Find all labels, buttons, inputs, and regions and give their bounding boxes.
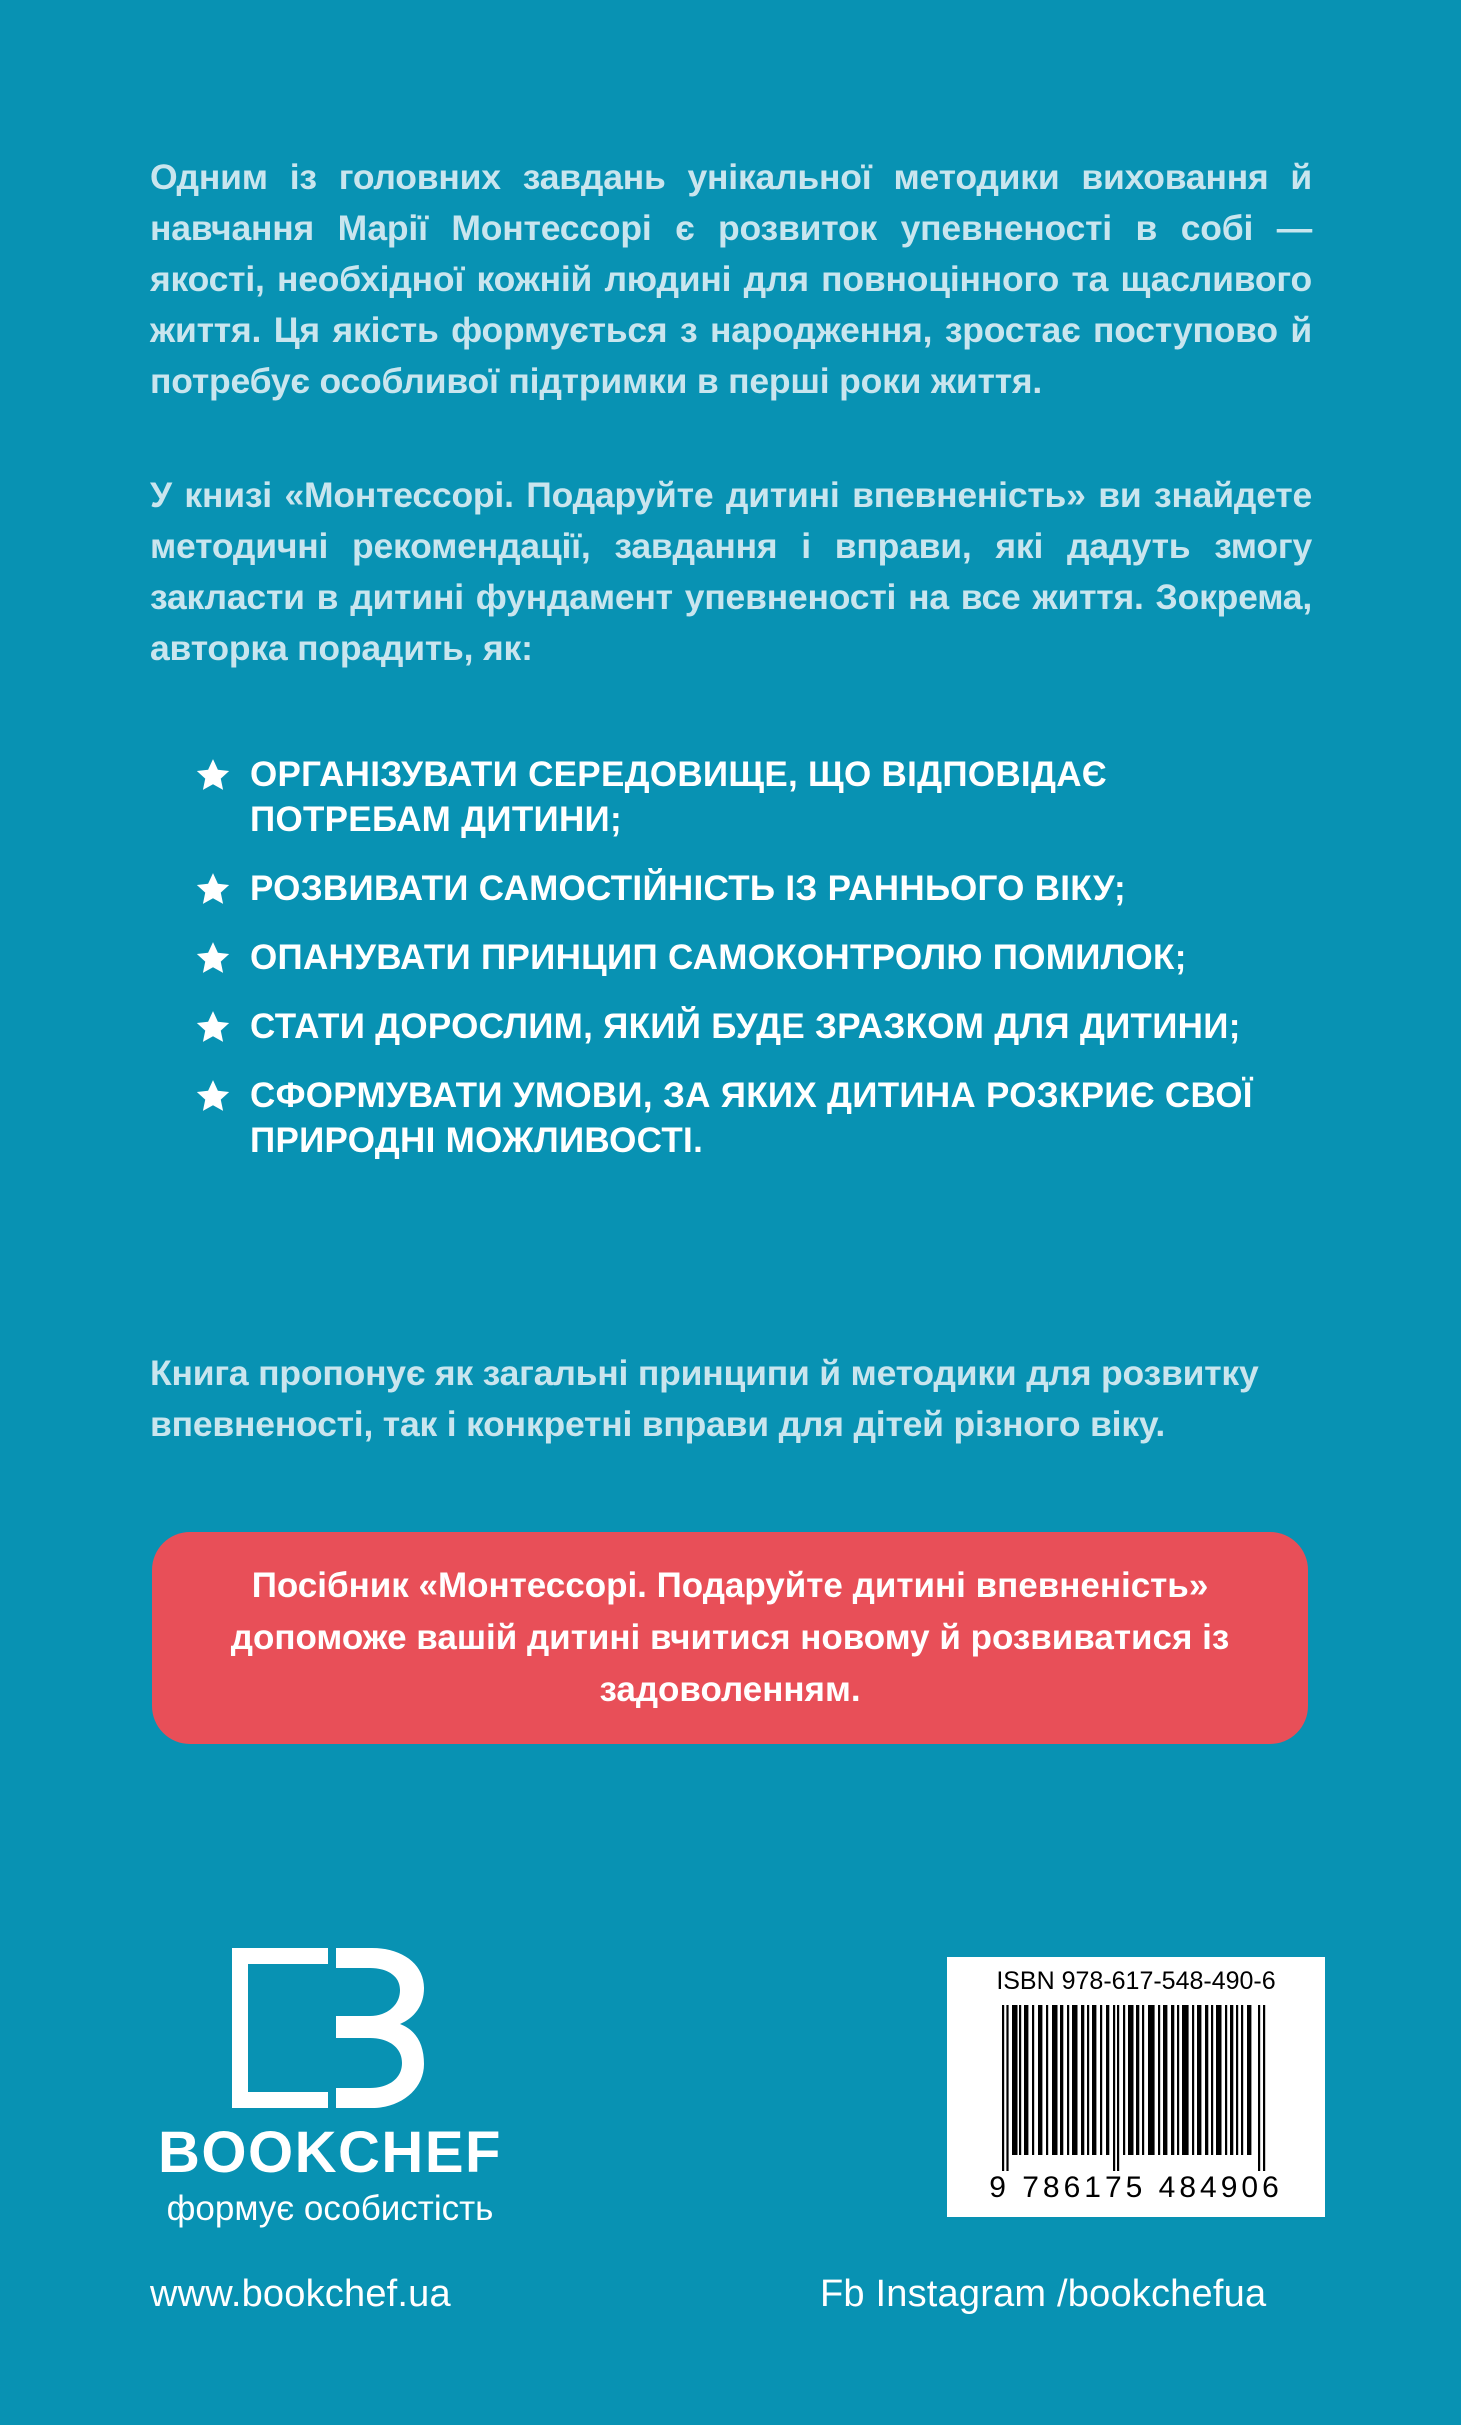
list-item — [196, 935, 1316, 980]
publisher-social-handles[interactable]: Fb Instagram /bookchefua — [820, 2273, 1267, 2315]
list-item — [196, 752, 1316, 842]
star-icon — [196, 941, 230, 975]
list-item-label: СТАТИ ДОРОСЛИМ, ЯКИЙ БУДЕ ЗРАЗКОМ ДЛЯ ДИТИНИ; — [250, 1007, 1241, 1046]
star-icon — [196, 1010, 230, 1044]
blurb-paragraph-1 — [150, 152, 1312, 407]
highlight-callout — [152, 1532, 1308, 1744]
isbn-barcode-card — [947, 1957, 1325, 2217]
list-item-label: СФОРМУВАТИ УМОВИ, ЗА ЯКИХ ДИТИНА РОЗКРИЄ СВОЇ ПРИРОДНІ МОЖЛИВОСТІ. — [250, 1076, 1253, 1160]
blurb-paragraph-3 — [150, 1348, 1312, 1450]
publisher-tagline: формує особистість — [166, 2189, 494, 2228]
star-icon — [196, 872, 230, 906]
list-item-label: РОЗВИВАТИ САМОСТІЙНІСТЬ ІЗ РАННЬОГО ВІКУ; — [250, 869, 1126, 908]
list-item-label: ОРГАНІЗУВАТИ СЕРЕДОВИЩЕ, ЩО ВІДПОВІДАЄ ПОТРЕБАМ ДИТИНИ; — [250, 755, 1107, 839]
blurb-paragraph-2 — [150, 470, 1312, 674]
publisher-logo-block — [150, 1948, 570, 2229]
feature-bullet-list — [196, 752, 1316, 1163]
publisher-website[interactable]: www.bookchef.ua — [150, 2273, 451, 2315]
list-item — [196, 1004, 1316, 1049]
highlight-callout-text: Посібник «Монтессорі. Подаруйте дитині впевненість» допоможе вашій дитині вчитися новому й розвиватися із задоволенням. — [230, 1566, 1230, 1709]
star-icon — [196, 758, 230, 792]
blurb-paragraph-1-text: Одним із головних завдань унікальної методики виховання й навчання Марії Монтессорі є розвиток упевненості в собі — якості, необхідної кожній людині для повноцінного та щасливого життя. Ця якість формується з народження, зростає поступово й потребує особливої підтримки в перші роки життя. — [150, 157, 1312, 401]
bookchef-cb-monogram-icon — [232, 1948, 424, 2108]
publisher-wordmark: BOOKCHEF — [158, 2120, 502, 2185]
barcode-digits: 9 786175 484906 — [989, 2171, 1283, 2204]
list-item — [196, 1073, 1316, 1163]
list-item — [196, 866, 1316, 911]
barcode-bars-icon — [1002, 2005, 1270, 2171]
blurb-paragraph-2-text: У книзі «Монтессорі. Подаруйте дитині впевненість» ви знайдете методичні рекомендації, завдання і вправи, які дадуть змогу закласти в дитині фундамент упевненості на все життя. Зокрема, авторка порадить, як: — [150, 475, 1312, 668]
list-item-label: ОПАНУВАТИ ПРИНЦИП САМОКОНТРОЛЮ ПОМИЛОК; — [250, 938, 1187, 977]
isbn-label: ISBN 978-617-548-490-6 — [996, 1967, 1276, 1995]
star-icon — [196, 1079, 230, 1113]
blurb-paragraph-3-text: Книга пропонує як загальні принципи й методики для розвитку впевненості, так і конкретні вправи для дітей різного віку. — [150, 1353, 1259, 1444]
